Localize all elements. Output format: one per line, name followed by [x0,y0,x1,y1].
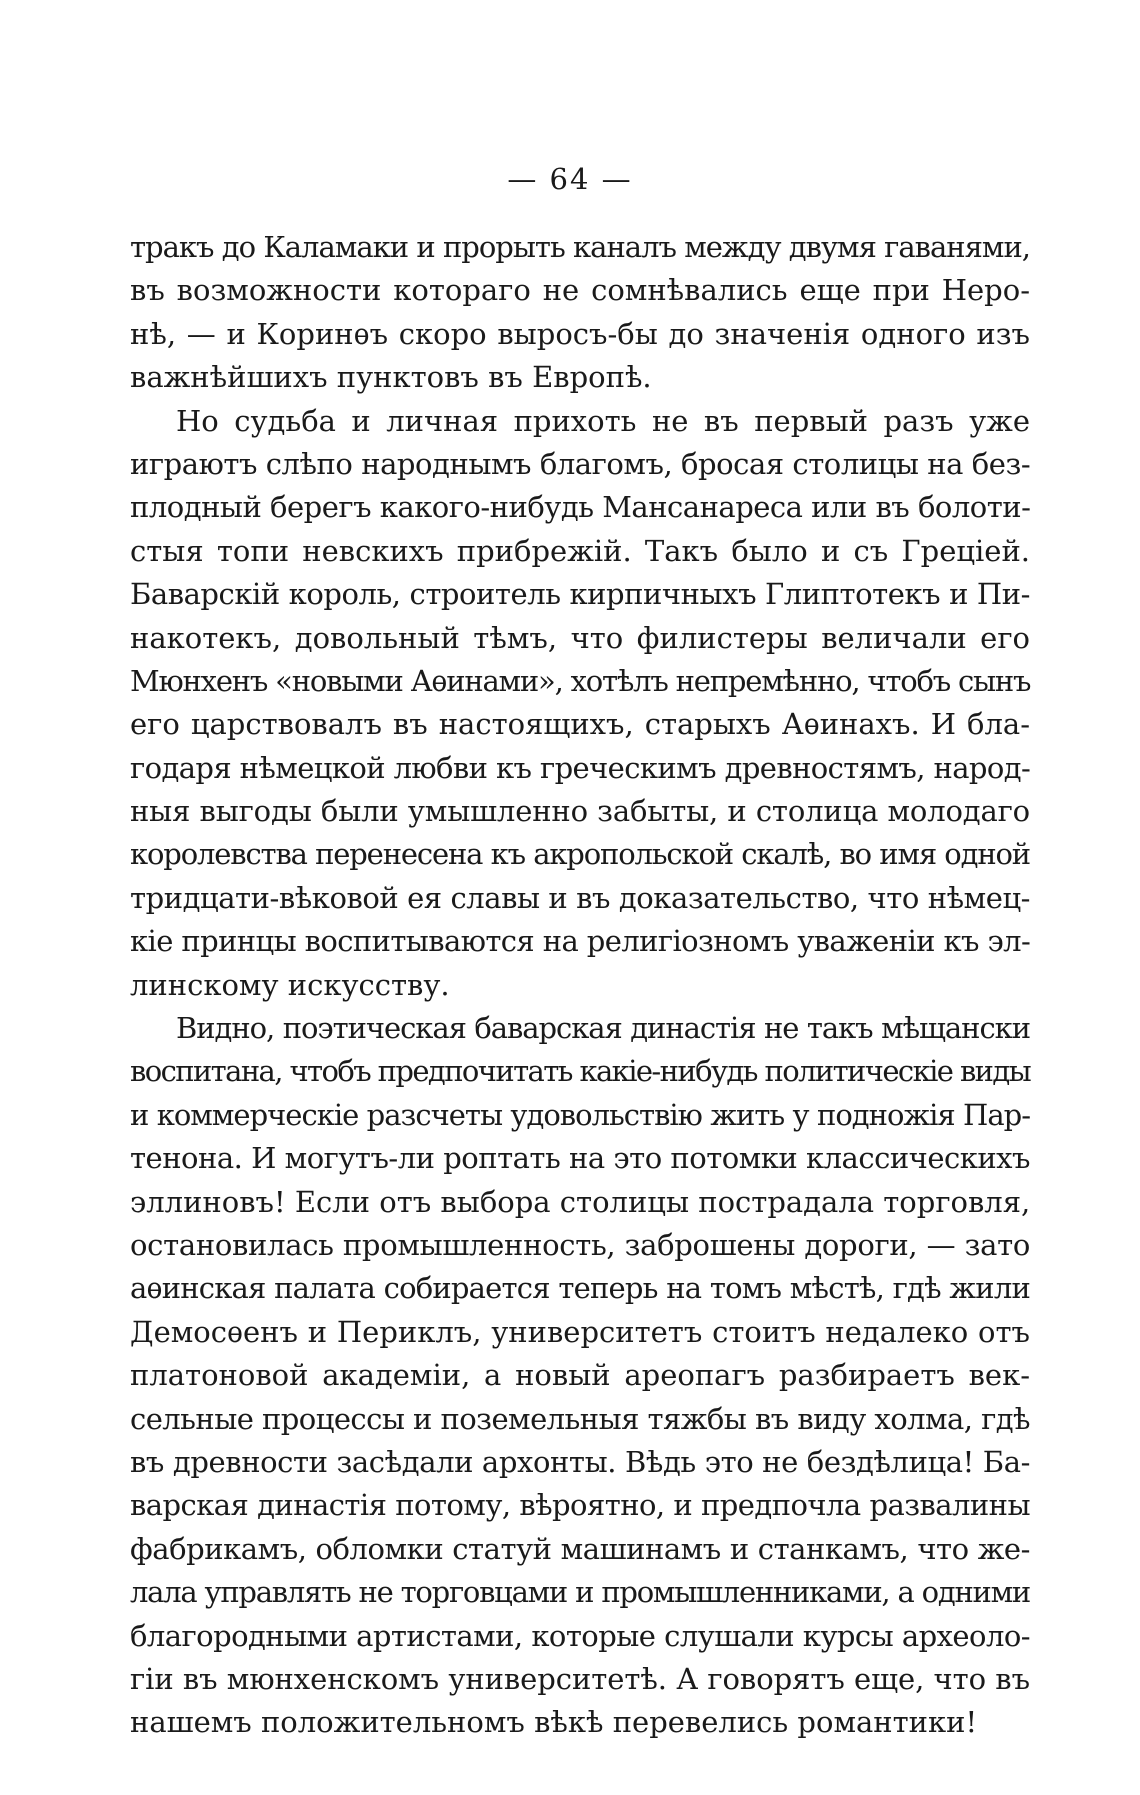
text-line: стыя топи невскихъ прибрежій. Такъ было и съ Греціей. [130,533,1030,568]
text-line: его царствовалъ въ настоящихъ, старыхъ Аѳинахъ. И бла- [130,707,1030,742]
text-line: линскому искусству. [130,967,450,1002]
text-line: платоновой академіи, а новый ареопагъ разбираетъ век- [130,1358,1030,1393]
text-line: тридцати-вѣковой ея славы и въ доказательство, что нѣмец- [130,880,1030,915]
text-line: плодный берегъ какого-нибудь Мансанареса или въ болоти- [130,490,1031,525]
paragraph-first-line: Видно, поэтическая баварская династія не такъ мѣщански [176,1011,1030,1046]
text-line: гіи въ мюнхенскомъ университетѣ. А говорятъ еще, что въ [130,1661,1030,1696]
text-line: благородными артистами, которые слушали курсы археоло- [130,1618,1030,1653]
text-line: нашемъ положительномъ вѣкѣ перевелись романтики! [130,1705,978,1740]
text-line: королевства перенесена къ акропольской скалѣ, во имя одной [130,837,1030,872]
text-line: остановилась промышленность, заброшены дороги, — зато [130,1227,1030,1262]
body-text [130,226,1030,1745]
text-line: нѣ, — и Коринѳъ скоро выросъ-бы до значенія одного изъ [130,316,1030,351]
page-number: — 64 — [507,162,633,196]
text-line: воспитана, чтобъ предпочитать какіе-нибудь политическіе виды [130,1054,1031,1089]
text-line: годаря нѣмецкой любви къ греческимъ древностямъ, народ- [130,750,1031,785]
text-line: въ возможности котораго не сомнѣвались еще при Неро- [130,273,1030,308]
text-line: важнѣйшихъ пунктовъ въ Европѣ. [130,360,652,395]
text-line: кіе принцы воспитываются на религіозномъ уваженіи къ эл- [130,924,1031,959]
text-line: Демосѳенъ и Периклъ, университетъ стоитъ недалеко отъ [130,1314,1030,1349]
text-line: лала управлять не торговцами и промышленниками, а одними [130,1575,1030,1610]
text-line: Мюнхенъ «новыми Аѳинами», хотѣлъ непремѣнно, чтобъ сынъ [130,663,1031,698]
text-line: и коммерческіе разсчеты удовольствію жить у подножія Пар- [130,1097,1030,1132]
text-line: ныя выгоды были умышленно забыты, и столица молодаго [130,794,1030,829]
text-line: фабрикамъ, обломки статуй машинамъ и станкамъ, что же- [130,1531,1030,1566]
text-line: играютъ слѣпо народнымъ благомъ, бросая столицы на без- [130,446,1031,481]
text-line: Баварскій король, строитель кирпичныхъ Глиптотекъ и Пи- [130,577,1030,612]
text-line: сельные процессы и поземельныя тяжбы въ виду холма, гдѣ [130,1401,1030,1436]
text-line: накотекъ, довольный тѣмъ, что филистеры величали его [130,620,1030,655]
text-line: тенона. И могутъ-ли роптать на это потомки классическихъ [130,1141,1030,1176]
text-line: варская династія потому, вѣроятно, и предпочла развалины [130,1488,1030,1523]
text-line: аѳинская палата собирается теперь на томъ мѣстѣ, гдѣ жили [130,1271,1030,1306]
paragraph-first-line: Но судьба и личная прихоть не въ первый разъ уже [176,403,1030,438]
text-line: въ древности засѣдали архонты. Вѣдь это не бездѣлица! Ба- [130,1444,1030,1479]
text-line: эллиновъ! Если отъ выбора столицы пострадала торговля, [130,1184,1031,1219]
text-line: тракъ до Каламаки и прорыть каналъ между двумя гаванями, [130,230,1030,264]
